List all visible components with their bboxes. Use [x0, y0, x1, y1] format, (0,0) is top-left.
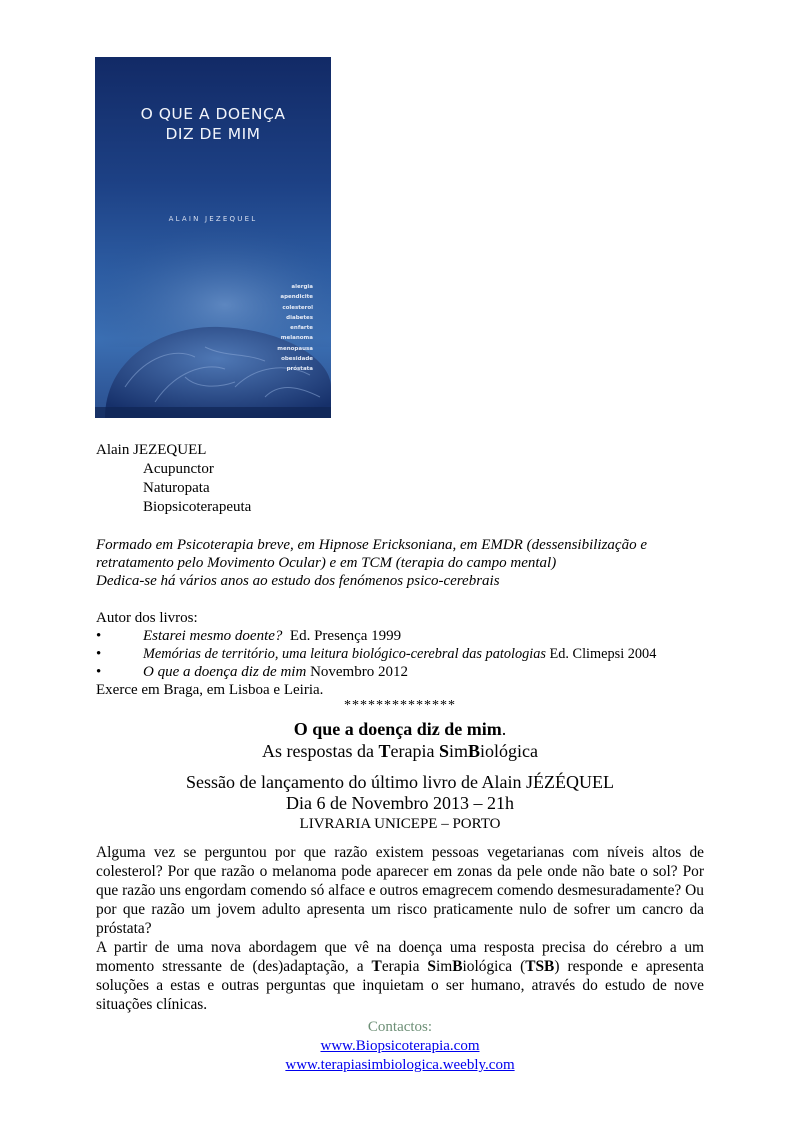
subtitle-part: im: [448, 741, 468, 761]
role-acupunctor: Acupunctor: [143, 461, 214, 477]
paragraph-acronym: TSB: [525, 958, 555, 975]
cover-topic: apendicite: [280, 294, 313, 301]
terapiasimbiologica-link[interactable]: www.terapiasimbiologica.weebly.com: [285, 1057, 515, 1073]
cover-title-line2: DIZ DE MIM: [165, 125, 261, 143]
subtitle-part: As respostas da: [262, 741, 379, 761]
book-item: [143, 645, 656, 663]
cover-title-line1: O QUE A DOENÇA: [140, 105, 286, 123]
training-line-1: Formado em Psicoterapia breve, em Hipnose Ericksoniana, em EMDR (dessensibilização e: [96, 537, 647, 553]
paragraph-initial: T: [371, 958, 382, 975]
subtitle-initial: S: [438, 741, 449, 761]
cover-topic: próstata: [286, 366, 313, 373]
event-book-title-text: O que a doença diz de mim: [293, 719, 502, 739]
book-details: Novembro 2012: [306, 664, 408, 680]
practice-locations: Exerce em Braga, em Lisboa e Leiria.: [96, 682, 324, 698]
cover-topic: diabetes: [286, 314, 313, 321]
bullet: •: [96, 664, 102, 680]
event-book-title-end: .: [501, 719, 507, 739]
paragraph-part: im: [435, 958, 453, 975]
intro-paragraph: Alguma vez se perguntou por que razão existem pessoas vegetarianas com níveis altos de colesterol? Por que razão o melanoma pode aparecer em zonas da pele onde não bate o sol? Por que razão uns engordam comendo só alface e outros emagrecem comendo desmesuradamente? Ou por que razão um jovem adulto apresenta um risco praticamente nulo de sofrer um cancro da próstata?: [96, 844, 704, 937]
paragraph-part: ) responde e apresenta soluções a estas e outras perguntas que inquietam o ser humano, através do estudo de nove situações clínicas.: [96, 958, 704, 1013]
paragraph-initial: B: [452, 958, 463, 975]
book-cover-image: [95, 57, 331, 418]
cover-topic: menopausa: [277, 345, 313, 352]
book-title: O que a doença diz de mim: [143, 664, 307, 680]
tsb-paragraph: [96, 938, 704, 1014]
cover-topic: melanoma: [280, 335, 313, 342]
role-naturopata: Naturopata: [143, 480, 210, 496]
paragraph-part: A partir de uma nova abordagem que vê na doença uma resposta precisa do cérebro a um momento stressante de (des)adaptação, a: [96, 939, 704, 975]
training-line-2: retratamento pelo Movimento Ocular) e em TCM (terapia do campo mental): [96, 555, 557, 571]
cover-topic: alergia: [291, 284, 313, 290]
book-details: Ed. Climepsi 2004: [545, 646, 657, 662]
author-name: Alain JEZEQUEL: [96, 442, 207, 458]
cover-topic: enfarte: [290, 325, 313, 332]
event-subtitle: [0, 740, 800, 762]
book-details: Ed. Presença 1999: [282, 628, 402, 644]
cover-topic: colesterol: [282, 304, 313, 311]
role-biopsicoterapeuta: Biopsicoterapeuta: [143, 499, 252, 515]
cover-topics-list: [277, 282, 313, 375]
event-venue: LIVRARIA UNICEPE – PORTO: [299, 816, 501, 832]
subtitle-initial: T: [378, 741, 391, 761]
paragraph-initial: S: [427, 958, 436, 975]
book-title: Estarei mesmo doente?: [143, 628, 283, 644]
bullet: •: [96, 646, 102, 662]
subtitle-initial: B: [468, 741, 481, 761]
cover-author: ALAIN JEZEQUEL: [168, 215, 258, 223]
biopsicoterapia-link[interactable]: www.Biopsicoterapia.com: [320, 1038, 480, 1054]
launch-session: Sessão de lançamento do último livro de Alain JÉZÉQUEL: [186, 772, 614, 792]
bullet: •: [96, 628, 102, 644]
books-heading: Autor dos livros:: [96, 610, 198, 626]
book-item: [143, 663, 408, 681]
book-title: Memórias de território, uma leitura biológico-cerebral das patologias: [143, 646, 546, 662]
event-book-title: [0, 718, 800, 740]
cover-topic: obesidade: [281, 356, 313, 363]
subtitle-part: erapia: [390, 741, 439, 761]
paragraph-part: iológica (: [462, 958, 526, 975]
subtitle-part: iológica: [480, 741, 538, 761]
contacts-label: Contactos:: [367, 1019, 433, 1035]
dedication-line: Dedica-se há vários anos ao estudo dos fenómenos psico-cerebrais: [96, 573, 500, 589]
event-date: Dia 6 de Novembro 2013 – 21h: [286, 793, 514, 813]
book-item: [143, 627, 401, 645]
paragraph-part: erapia: [381, 958, 428, 975]
separator-line: **************: [344, 698, 456, 713]
